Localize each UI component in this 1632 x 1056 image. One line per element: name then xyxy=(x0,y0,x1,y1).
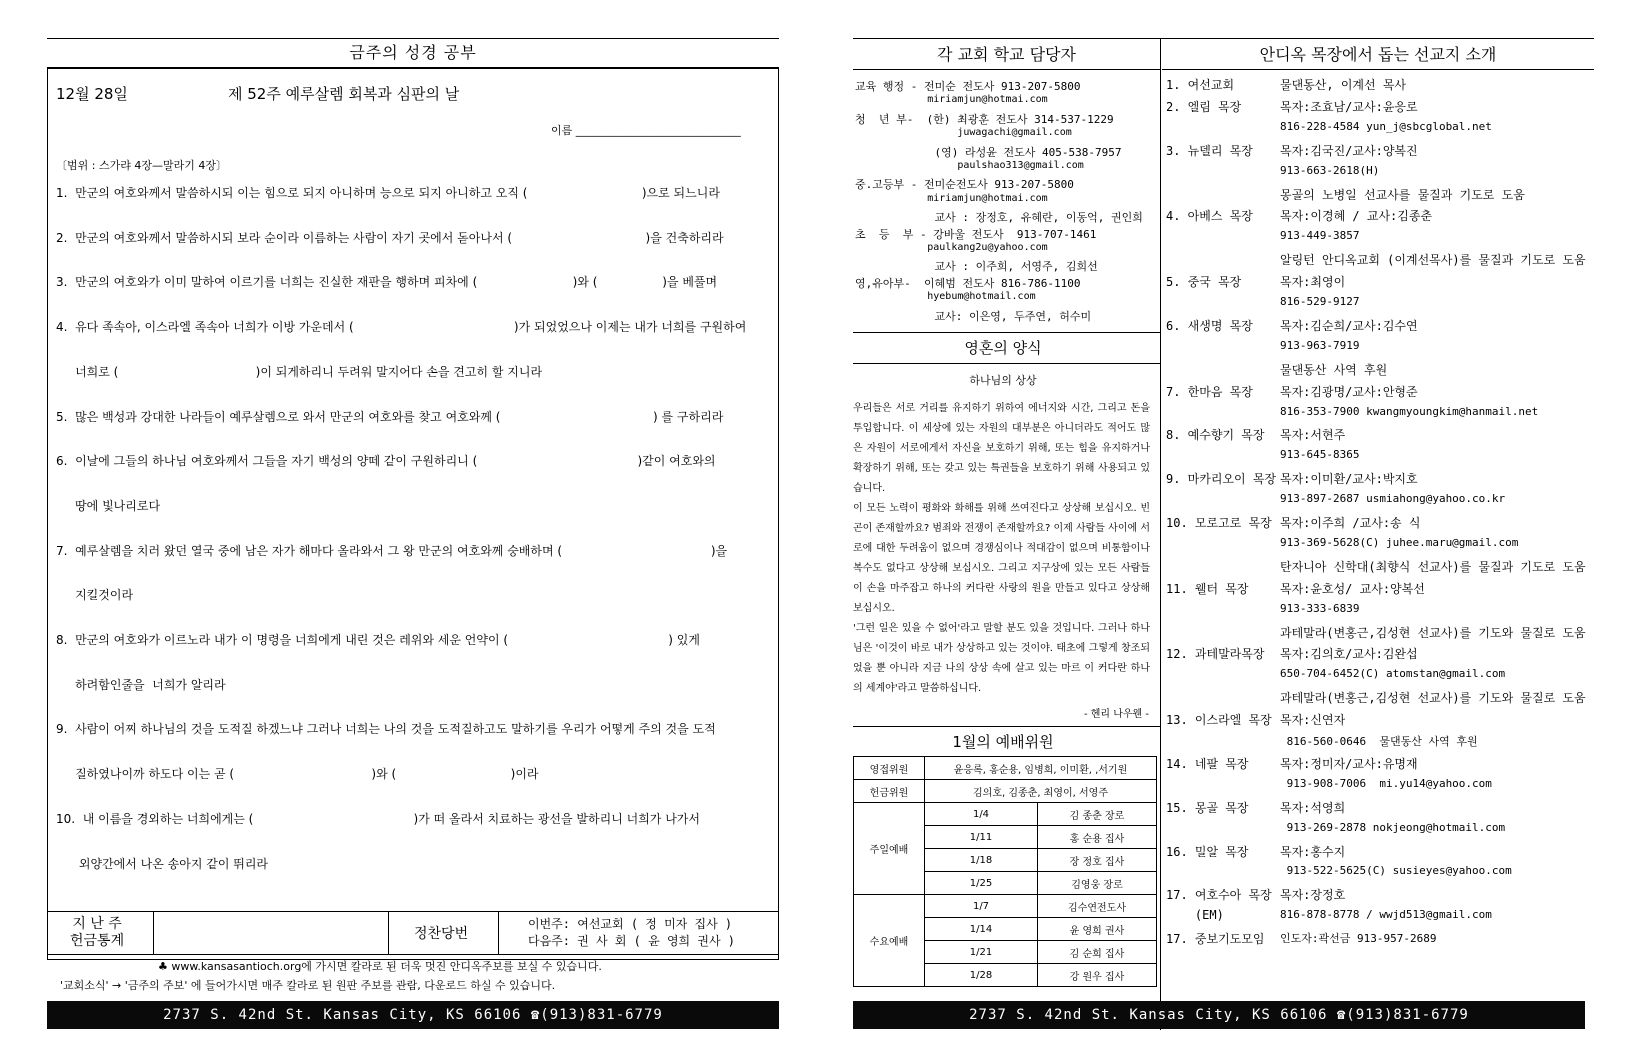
mission-detail: 913-897-2687 usmiahong@yahoo.co.kr xyxy=(1280,492,1506,506)
question-line: 4. 유다 족속아, 이스라엘 족속아 너희가 이방 가운데서 ( )가 되었었으나 이제는 내가 너희를 구원하여 xyxy=(56,320,747,335)
service-label: 주일예배 xyxy=(854,803,925,895)
praise-duty-label: 정찬당번 xyxy=(414,926,469,942)
staff-line: paulkang2u@yahoo.com xyxy=(855,242,1048,253)
soul-body xyxy=(853,399,1150,699)
mission-detail: 과테말라(변홍근,김성현 선교사)를 기도와 물질로 도움 xyxy=(1280,691,1586,706)
service-leader: 윤 영희 권사 xyxy=(1038,918,1157,941)
address-bar: 2737 S. 42nd St. Kansas City, KS 66106 ☎(913)831-6779 xyxy=(853,1001,1585,1029)
mission-detail: 목자:이주희 /교사:송 식 xyxy=(1280,516,1421,530)
question-line: 5. 많은 백성과 강대한 나라들이 예루살렘으로 와서 만군의 여호와를 찾고 여호와께 ( ) 를 구하리라 xyxy=(56,409,724,424)
worship-role-members: 김의호, 김종춘, 최영이, 서영주 xyxy=(925,780,1157,803)
staff-line: 교사 : 장정호, 유혜란, 이동억, 권인희 xyxy=(855,211,1143,225)
duty-schedule xyxy=(528,916,735,950)
offering-stats-label: 헌금통계 xyxy=(70,933,125,949)
offering-label xyxy=(70,916,124,950)
staff-line: (영) 라성윤 전도사 405-538-7957 xyxy=(855,145,1122,159)
mission-group-name: 14. 네팔 목장 xyxy=(1166,756,1249,771)
service-date: 1/11 xyxy=(925,826,1038,849)
mission-detail: 목자:서현주 xyxy=(1280,428,1346,443)
mission-detail: 목자:최영이 xyxy=(1280,275,1346,290)
website-note: ♣ www.kansasantioch.org에 가시면 칼라로 된 더욱 멋진 안디옥주보를 보실 수 있습니다. xyxy=(158,960,602,973)
mission-group-name: 11. 웰터 목장 xyxy=(1166,581,1249,596)
soul-header: 영혼의 양식 xyxy=(964,339,1042,357)
mission-detail: 목자:이미환/교사:박지호 xyxy=(1280,472,1418,487)
bible-study-header: 금주의 성경 공부 xyxy=(349,43,477,62)
question-line: 7. 예루살렘을 치러 왔던 열국 중에 남은 자가 해마다 올라와서 그 왕 만군의 여호와께 숭배하며 ( )을 xyxy=(56,543,728,558)
staff-line: 교육 행정 - 전미순 전도사 913-207-5800 xyxy=(855,80,1081,93)
mission-detail: 목자:홍수지 xyxy=(1280,844,1346,859)
mission-detail: 913-645-8365 xyxy=(1280,448,1360,462)
week-title: 제 52주 예루살렘 회복과 심판의 날 xyxy=(228,85,460,103)
mission-group-name: 8. 예수향기 목장 xyxy=(1166,428,1265,443)
mission-detail: 913-522-5625(C) susieyes@yahoo.com xyxy=(1280,864,1512,878)
service-leader: 김영웅 장로 xyxy=(1038,872,1157,895)
mission-detail: 목자:김순희/교사:김수연 xyxy=(1280,318,1418,333)
service-leader: 강 원우 집사 xyxy=(1038,964,1157,987)
divider xyxy=(153,912,154,954)
mission-group-name: 3. 뉴델리 목장 xyxy=(1166,143,1253,158)
mission-group-name: 17. 중보기도모임 xyxy=(1166,932,1265,947)
mission-detail: 목자:윤호성/ 교사:양복선 xyxy=(1280,581,1425,596)
soul-paragraph: 이 모든 노력이 평화와 화해를 위해 쓰여진다고 상상해 보십시오. 빈곤이 존재할까요? 범죄와 전쟁이 존재할까요? 이제 사람들 사이에 서로에 대한 두려움이 없으며 경쟁심이나 적대감이 없으며 비통함이나 복수도 없다고 상상해 보십시오. 그리고 지구상에 있는 모든 사람들이 손을 마주잡고 하나의 커다란 사랑의 원을 만들고 있다고 상상해 보십시오. xyxy=(853,503,1150,614)
rule xyxy=(853,726,1160,727)
mission-group-name: 16. 밀알 목장 xyxy=(1166,844,1249,859)
service-label: 수요예배 xyxy=(854,895,925,987)
soul-subtitle: 하나님의 상상 xyxy=(969,374,1037,387)
question-line: 지킬것이라 xyxy=(56,588,134,603)
question-line: 질하였나이까 하도다 이는 곧 ( )와 ( )이라 xyxy=(56,767,539,782)
service-leader: 홍 순용 집사 xyxy=(1038,826,1157,849)
mission-detail: 816-353-7900 kwangmyoungkim@hanmail.net xyxy=(1280,404,1539,418)
mission-detail: 목자:김의호/교사:김완섭 xyxy=(1280,647,1418,662)
service-leader: 장 정호 집사 xyxy=(1038,849,1157,872)
worship-role-members: 윤응록, 홍순용, 임병희, 이미환, ,서기원 xyxy=(925,757,1157,780)
mission-detail: 목자:이경혜 / 교사:김종춘 xyxy=(1280,209,1433,224)
column-divider xyxy=(1160,38,1161,1030)
staff-line: 영,유아부- 이혜범 전도사 816-786-1100 xyxy=(855,276,1081,290)
question-line: 9. 사람이 어찌 하나님의 것을 도적질 하겠느냐 그러나 너희는 나의 것을 도적질하고도 말하기를 우리가 어떻게 주의 것을 도적 xyxy=(56,722,716,737)
mission-group-name: 10. 모로고로 목장 xyxy=(1166,516,1272,530)
mission-detail: 인도자:곽선금 913-957-2689 xyxy=(1280,932,1437,946)
service-date: 1/7 xyxy=(925,895,1038,918)
mission-detail: 탄자니아 신학대(최향식 선교사)를 물질과 기도로 도움 xyxy=(1280,559,1586,574)
address-bar: 2737 S. 42nd St. Kansas City, KS 66106 ☎(913)831-6779 xyxy=(47,1001,779,1029)
staff-line: miriamjun@hotmai.com xyxy=(855,94,1048,106)
staff-line: 초 등 부 - 강바울 전도사 913-707-1461 xyxy=(855,227,1097,241)
staff-line: 중.고등부 - 전미순전도사 913-207-5800 xyxy=(855,178,1074,192)
service-date: 1/25 xyxy=(925,872,1038,895)
soul-paragraph: '그런 일은 있을 수 없어'라고 말할 분도 있을 것입니다. 그러나 하나님은 '이것이 바로 내가 상상하고 있는 것이야. 태초에 그렇게 창조되었을 뿐 아니라 지금 나의 상상 속에 살고 있는 마르 이 커다란 하나의 세계야'라고 말씀하십니다. xyxy=(853,623,1150,694)
staff-line: hyebum@hotmail.com xyxy=(855,291,1036,303)
service-date: 1/4 xyxy=(925,803,1038,826)
question-line: 땅에 빛나리로다 xyxy=(56,498,161,513)
mission-detail: 물댄동산 사역 후원 xyxy=(1280,362,1388,377)
worship-role-label: 헌금위원 xyxy=(854,780,925,803)
scripture-range: 〔범위 : 스가랴 4장—말라기 4장〕 xyxy=(56,159,227,172)
question-line: 1. 만군의 여호와께서 말씀하시되 이는 힘으로 되지 아니하며 능으로 되지 아니하고 오직 ( )으로 되느니라 xyxy=(56,186,720,200)
bible-study-page xyxy=(47,0,779,1056)
question-line: 3. 만군의 여호와가 이미 말하여 이르기를 너희는 진실한 재판을 행하며 피차에 ( )와 ( )을 베풀며 xyxy=(56,275,718,290)
rule xyxy=(853,363,1160,364)
mission-detail: 목자:신연자 xyxy=(1280,713,1346,728)
mission-group-name: 7. 한마음 목장 xyxy=(1166,384,1253,399)
mission-detail: 913-269-2878 nokjeong@hotmail.com xyxy=(1280,820,1506,834)
mission-group-name: 15. 몽골 목장 xyxy=(1166,800,1249,815)
mission-detail: 913-663-2618(H) xyxy=(1280,163,1380,177)
duty-this-week: 이번주: 여선교회 ( 정 미자 집사 ) xyxy=(528,917,733,931)
top-rule xyxy=(853,38,1594,39)
divider xyxy=(498,912,499,954)
mission-detail: 816-228-4584 yun_j@sbcglobal.net xyxy=(1280,119,1492,133)
name-field: 이름 ______________________________ xyxy=(551,124,741,137)
school-header: 각 교회 학교 담당자 xyxy=(937,45,1076,64)
soul-paragraph: 우리들은 서로 거리를 유지하기 위하여 에너지와 시간, 그리고 돈을 투입합니다. 이 세상에 있는 자원의 대부분은 아니더라도 적어도 많은 자원이 서로에게서 자신을 보호하기 위해, 또는 힘을 유지하거나 확장하기 위해, 또는 갖고 있는 특권들을 보호하기 위해 사용되고 있습니다. xyxy=(853,403,1150,494)
rule xyxy=(853,332,1160,333)
duty-next-week: 다음주: 권 사 회 ( 윤 영희 권사 ) xyxy=(528,934,735,948)
mission-group-name: 6. 새생명 목장 xyxy=(1166,318,1253,333)
download-note: '교회소식' → '금주의 주보' 에 들어가시면 매주 칼라로 된 원판 주보를 관람, 다운로드 하실 수 있습니다. xyxy=(60,979,556,992)
mission-detail: 816-560-0646 물댄동산 사역 후원 xyxy=(1280,735,1478,748)
staff-line: juwagachi@gmail.com xyxy=(855,127,1072,139)
mission-group-name: 13. 이스라엘 목장 xyxy=(1166,713,1272,728)
mission-detail: 목자:정미자/교사:유명재 xyxy=(1280,756,1418,771)
week-date: 12월 28일 xyxy=(56,85,128,103)
staff-line: paulshao313@gmail.com xyxy=(855,160,1084,171)
question-line: 2. 만군의 여호와께서 말씀하시되 보라 순이라 이름하는 사람이 자기 곳에서 돋아나서 ( )을 건축하리라 xyxy=(56,230,724,245)
mission-detail: 913-369-5628(C) juhee.maru@gmail.com xyxy=(1280,535,1519,549)
church-info-page xyxy=(853,0,1594,1056)
question-line: 8. 만군의 여호와가 이르노라 내가 이 명령을 너희에게 내린 것은 레위와 세운 언약이 ( ) 있게 xyxy=(56,633,700,647)
mission-detail: 목자:장정호 xyxy=(1280,888,1346,903)
mission-group-name: 4. 아베스 목장 xyxy=(1166,209,1253,224)
mission-detail: 몽골의 노병일 선교사를 물질과 기도로 도움 xyxy=(1280,187,1525,202)
mission-detail: 물댄동산, 이계선 목사 xyxy=(1280,78,1407,92)
worship-role-label: 영접위원 xyxy=(854,757,925,780)
mission-detail: 목자:조효남/교사:윤응로 xyxy=(1280,99,1418,114)
mission-header: 안디옥 목장에서 돕는 선교지 소개 xyxy=(1259,45,1497,64)
study-box xyxy=(47,67,779,992)
mission-detail: 913-333-6839 xyxy=(1280,601,1360,615)
mission-detail: 913-963-7919 xyxy=(1280,338,1360,352)
question-line: 6. 이날에 그들의 하나님 여호와께서 그들을 자기 백성의 양떼 같이 구원하리니 ( )같이 여호와의 xyxy=(56,454,716,469)
mission-detail: 816-878-8778 / wwjd513@gmail.com xyxy=(1280,908,1492,922)
mission-detail: 816-529-9127 xyxy=(1280,295,1360,308)
staff-line: 교사: 이은영, 두주연, 허수미 xyxy=(855,309,1092,323)
mission-detail: 알링턴 안디옥교회 (이계선목사)를 물질과 기도로 도움 xyxy=(1280,253,1586,268)
question-line: 10. 내 이름을 경외하는 너희에게는 ( )가 떠 올라서 치료하는 광선을 발하리니 너희가 나가서 xyxy=(56,811,700,826)
service-leader: 김 종춘 장로 xyxy=(1038,803,1157,826)
service-date: 1/21 xyxy=(925,941,1038,964)
worship-header: 1월의 예배위원 xyxy=(952,733,1054,751)
last-week-label: 지 난 주 xyxy=(72,916,122,932)
staff-line: 교사 : 이주희, 서영주, 김희선 xyxy=(855,260,1098,274)
mission-group-name: 17. 여호수아 목장 xyxy=(1166,888,1272,903)
question-line: 외양간에서 나온 송아지 같이 뛰리라 xyxy=(56,856,269,871)
service-date: 1/18 xyxy=(925,849,1038,872)
mission-detail: 650-704-6452(C) atomstan@gmail.com xyxy=(1280,667,1506,681)
soul-author: - 헨리 나우웬 - xyxy=(1083,709,1149,720)
mission-detail: 과테말라(변홍근,김성현 선교사)를 기도와 물질로 도움 xyxy=(1280,625,1586,640)
mission-detail: 목자:석영희 xyxy=(1280,800,1346,815)
mission-detail: 목자:김광명/교사:안형준 xyxy=(1280,384,1418,399)
service-date: 1/14 xyxy=(925,918,1038,941)
rule xyxy=(853,69,1160,70)
worship-table xyxy=(853,756,1157,987)
top-rule xyxy=(47,38,779,39)
divider xyxy=(388,912,389,954)
question-line: 너희로 ( )이 되게하리니 두려워 말지어다 손을 견고히 할 지니라 xyxy=(56,364,543,379)
mission-group-name: 2. 엘림 목장 xyxy=(1166,99,1242,114)
mission-detail: 913-908-7006 mi.yu14@yahoo.com xyxy=(1280,776,1492,790)
question-line: 하려함인줄을 너희가 알리라 xyxy=(56,677,226,692)
mission-detail: 목자:김국진/교사:양복진 xyxy=(1280,143,1418,158)
service-leader: 김 순희 집사 xyxy=(1038,941,1157,964)
rule xyxy=(1162,69,1594,70)
service-date: 1/28 xyxy=(925,964,1038,987)
staff-line: miriamjun@hotmai.com xyxy=(855,192,1048,204)
mission-group-name: 1. 여선교회 xyxy=(1166,78,1235,92)
mission-group-name: 5. 중국 목장 xyxy=(1166,275,1242,290)
staff-line: 청 년 부- (한) 최광훈 전도사 314-537-1229 xyxy=(855,112,1114,126)
mission-group-name: (EM) xyxy=(1166,908,1224,923)
service-leader: 김수연전도사 xyxy=(1038,895,1157,918)
mission-group-name: 12. 과테말라목장 xyxy=(1166,647,1265,662)
mission-detail: 913-449-3857 xyxy=(1280,229,1360,243)
mission-group-name: 9. 마카리오이 목장 xyxy=(1166,472,1277,487)
offering-row xyxy=(48,911,778,955)
